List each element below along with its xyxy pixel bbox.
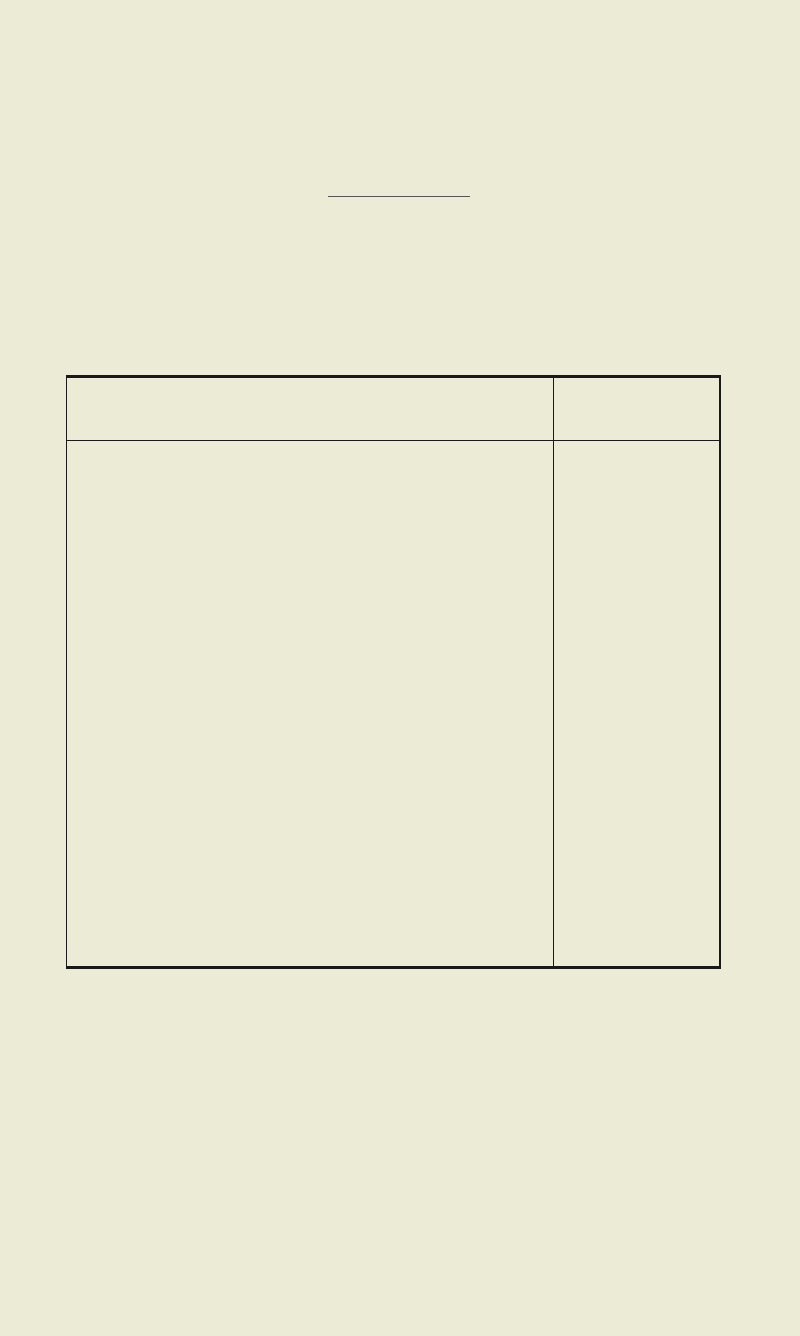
title-rule bbox=[328, 196, 470, 197]
row-label bbox=[74, 593, 554, 618]
header-rule bbox=[66, 440, 720, 441]
nuisance-table bbox=[66, 375, 721, 969]
column-divider bbox=[553, 375, 554, 969]
row-label bbox=[74, 926, 554, 951]
